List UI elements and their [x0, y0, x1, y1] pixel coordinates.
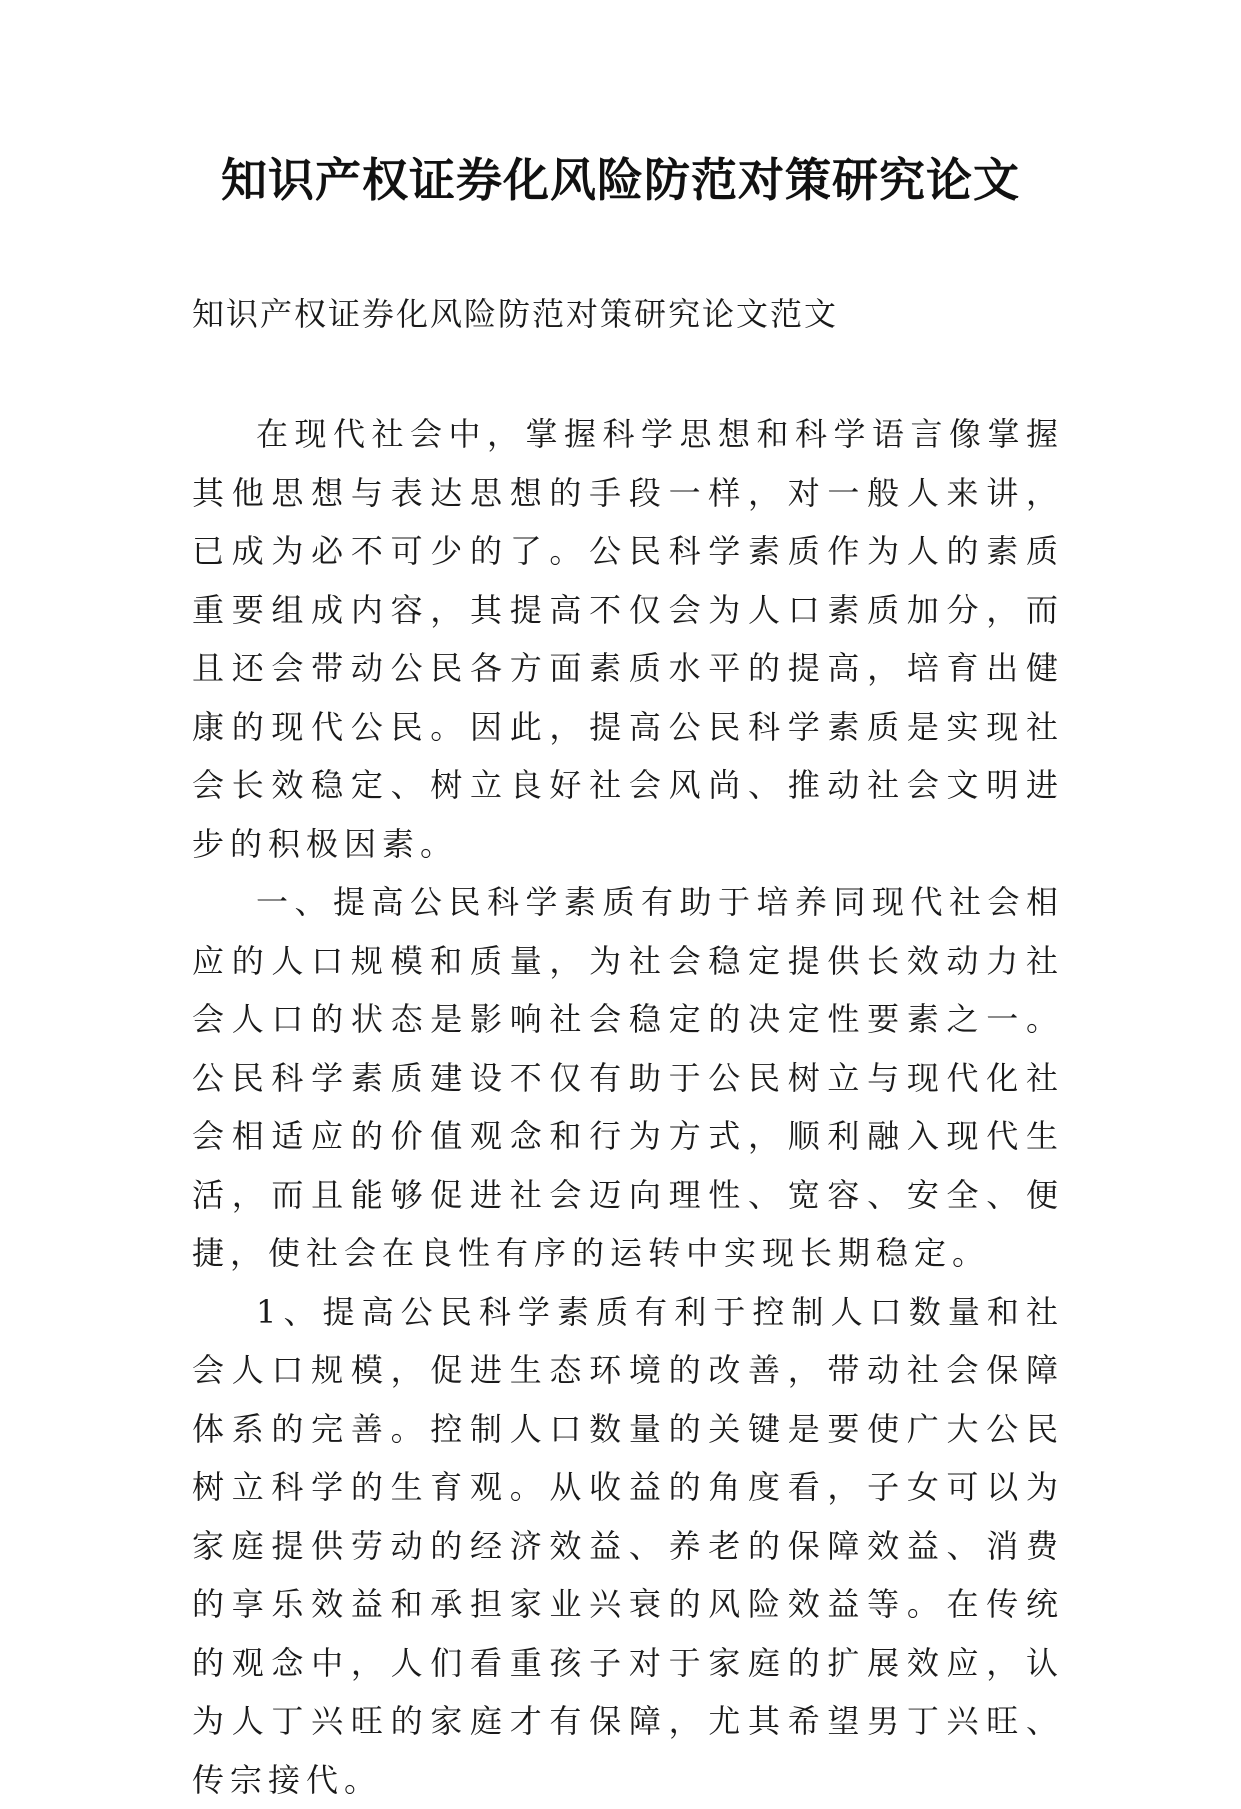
- body-paragraph-2: 一、提高公民科学素质有助于培养同现代社会相应的人口规模和质量，为社会稳定提供长效动力社会人口的状态是影响社会稳定的决定性要素之一。公民科学素质建设不仅有助于公民树立与现代化社会相适应的价值观念和行为方式，顺利融入现代生活，而且能够促进社会迈向理性、宽容、安全、便捷，使社会在良性有序的运转中实现长期稳定。: [192, 873, 1064, 1283]
- body-paragraph-1: 在现代社会中，掌握科学思想和科学语言像掌握其他思想与表达思想的手段一样，对一般人来讲，已成为必不可少的了。公民科学素质作为人的素质重要组成内容，其提高不仅会为人口素质加分，而且还会带动公民各方面素质水平的提高，培育出健康的现代公民。因此，提高公民科学素质是实现社会长效稳定、树立良好社会风尚、推动社会文明进步的积极因素。: [192, 405, 1064, 873]
- body-paragraph-3: 1、提高公民科学素质有利于控制人口数量和社会人口规模，促进生态环境的改善，带动社会保障体系的完善。控制人口数量的关键是要使广大公民树立科学的生育观。从收益的角度看，子女可以为家庭提供劳动的经济效益、养老的保障效益、消费的享乐效益和承担家业兴衰的风险效益等。在传统的观念中，人们看重孩子对于家庭的扩展效应，认为人丁兴旺的家庭才有保障，尤其希望男丁兴旺、传宗接代。: [192, 1283, 1064, 1809]
- document-body: [192, 405, 1064, 1809]
- document-subtitle: 知识产权证券化风险防范对策研究论文范文: [192, 292, 1072, 336]
- document-title: 知识产权证券化风险防范对策研究论文: [0, 150, 1241, 210]
